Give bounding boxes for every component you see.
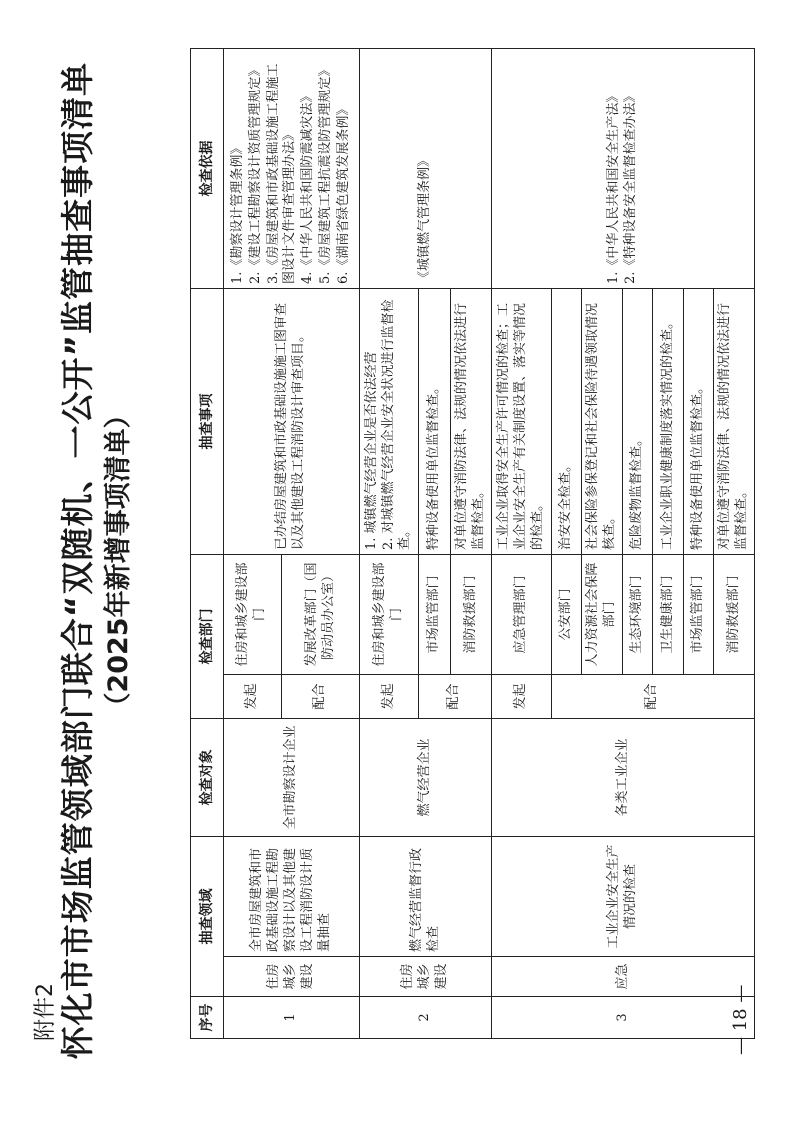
inspection-table: [190, 48, 755, 1039]
cell-field: 燃气经营监督行政检查: [360, 837, 492, 957]
header-row: [191, 49, 224, 1039]
basis-line: 4.《中华人民共和国防震减灾法》: [300, 89, 316, 284]
cell-dept-coop: 卫生健康部门: [653, 555, 683, 675]
header-basis: 检查依据: [191, 49, 224, 289]
cell-item: 社会保险参保登记和社会保险待遇领取情况核查。: [582, 289, 623, 555]
cell-dept-coop: 发展改革部门（国防动员办公室）: [281, 555, 359, 675]
cell-item: 已办结房屋建筑和市政基础设施施工图审查以及其他建设工程消防设计审查项目。: [223, 289, 360, 555]
basis-line: 6.《湖南省绿色建筑发展条例》: [336, 102, 352, 284]
table-row: [360, 49, 418, 1039]
cell-role-coop: 配合: [281, 675, 359, 719]
table-row: [223, 49, 281, 1039]
basis-line: 3.《房屋建筑和市政基础设施工程施工图设计文件审查管理办法》: [265, 63, 298, 284]
basis-line: 1.《中华人民共和国安全生产法》: [605, 89, 621, 284]
basis-line: 5.《房屋建筑工程抗震设防管理规定》: [318, 63, 334, 284]
cell-item: 工业企业取得安全生产许可情况的检查；工业企业安全生产有关制度设置、落实等情况的检查。: [491, 289, 551, 555]
cell-role-coop: 配合: [418, 675, 491, 719]
cell-item: 工业企业职业健康制度落实情况的检查。: [653, 289, 683, 555]
cell-item: 1. 城镇燃气经营企业是否依法经营 2. 对城镇燃气经营企业安全状况进行监督检查。: [360, 289, 418, 555]
header-seq: 序号: [191, 997, 224, 1039]
page-title: 怀化市市场监管领域部门联合“双随机、一公开”监管抽查事项清单: [58, 61, 97, 1060]
cell-role-coop: 配合: [551, 675, 754, 719]
header-field: 抽查领域: [191, 837, 224, 997]
cell-basis: 《城镇燃气管理条例》: [360, 49, 492, 289]
cell-field: 全市房屋建筑和市政基础设施工程勘察设计以及其他建设工程消防设计质量抽查: [223, 837, 360, 957]
cell-object: 燃气经营企业: [360, 719, 492, 837]
cell-dept-coop: 消防救援部门: [451, 555, 492, 675]
cell-category: 应急: [491, 957, 754, 997]
cell-dept-coop: 人力资源社会保障部门: [582, 555, 623, 675]
table-row: [491, 49, 551, 1039]
cell-item: 特种设备使用单位监督检查。: [418, 289, 451, 555]
cell-role-lead: 发起: [360, 675, 418, 719]
cell-category: 住房城乡建设: [360, 957, 492, 997]
page-number: — 18 —: [730, 984, 751, 1055]
cell-dept-lead: 住房和城乡建设部门: [360, 555, 418, 675]
cell-item: 对单位遵守消防法律、法规的情况依法进行监督检查。: [451, 289, 492, 555]
cell-item: 危险废物监督检查。: [622, 289, 652, 555]
cell-role-lead: 发起: [223, 675, 281, 719]
header-object: 检查对象: [191, 719, 224, 837]
cell-basis: [223, 49, 360, 289]
cell-category: 住房城乡建设: [223, 957, 360, 997]
cell-seq: 1: [223, 997, 360, 1039]
header-item: 抽查事项: [191, 289, 224, 555]
cell-dept-coop: 市场监管部门: [418, 555, 451, 675]
cell-object: 全市勘察设计企业: [223, 719, 360, 837]
cell-dept-lead: 住房和城乡建设部门: [223, 555, 281, 675]
header-dept: 检查部门: [191, 555, 224, 719]
cell-basis: [491, 49, 754, 289]
cell-item: 特种设备使用单位监督检查。: [683, 289, 713, 555]
cell-seq: 2: [360, 997, 492, 1039]
basis-line: 1.《勘察设计管理条例》: [229, 141, 245, 284]
cell-dept-coop: 消防救援部门: [714, 555, 755, 675]
annex-label: 附件2: [33, 983, 58, 1041]
cell-dept-coop: 市场监管部门: [683, 555, 713, 675]
cell-dept-coop: 公安部门: [551, 555, 581, 675]
page-subtitle: （2025年新增事项清单）: [103, 401, 134, 720]
cell-object: 各类工业企业: [491, 719, 754, 837]
basis-line: 2.《建设工程勘察设计资质管理规定》: [247, 63, 263, 284]
cell-seq: 3: [491, 997, 754, 1039]
cell-item: 治安安全检查。: [551, 289, 581, 555]
cell-item: 对单位遵守消防法律、法规的情况依法进行监督检查。: [714, 289, 755, 555]
cell-field: 工业企业安全生产情况的检查: [491, 837, 754, 957]
cell-dept-lead: 应急管理部门: [491, 555, 551, 675]
basis-line: 2.《特种设备安全监督检查办法》: [623, 89, 639, 284]
cell-role-lead: 发起: [491, 675, 551, 719]
cell-dept-coop: 生态环境部门: [622, 555, 652, 675]
